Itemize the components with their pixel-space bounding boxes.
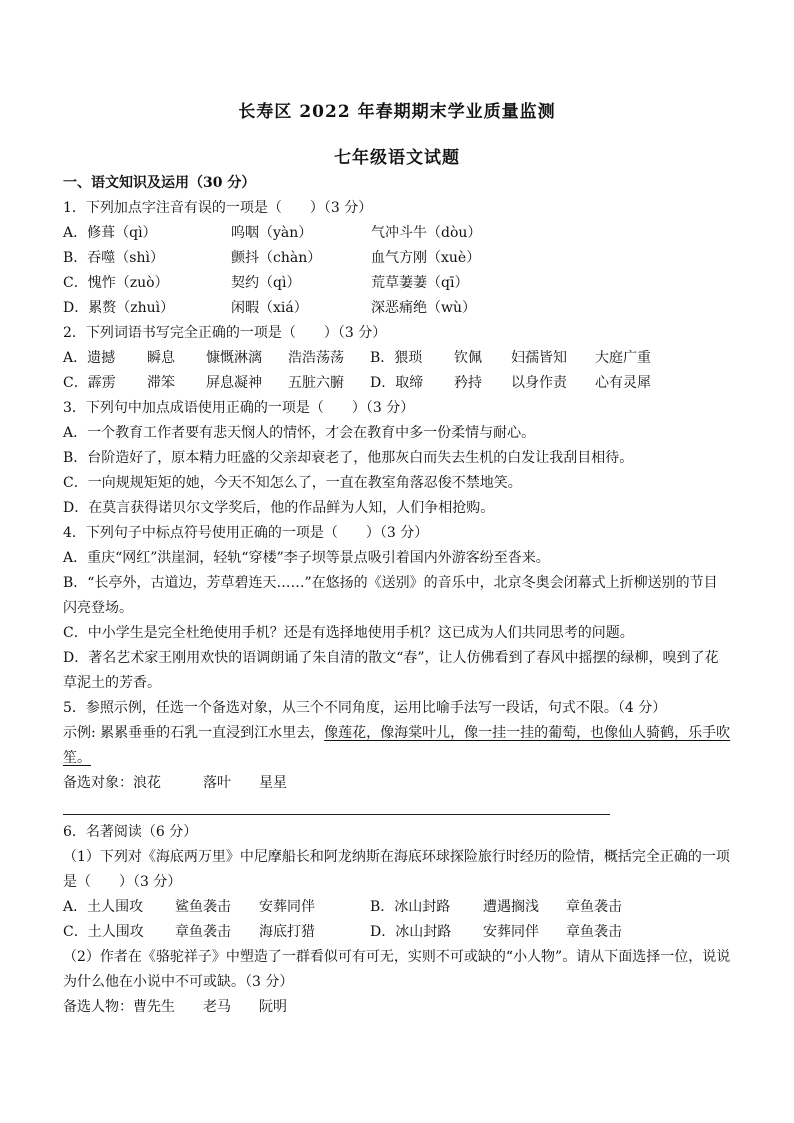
q1-word: 闲暇（xiá） [231, 300, 308, 316]
q1-word: 荒草萋萋（qī） [371, 275, 469, 291]
q5-example-underlined: 像莲花，像海棠叶儿，像一挂一挂的葡萄，也像仙人骑鹤，乐手吹 [324, 725, 731, 741]
q2-word: 五脏六腑 [288, 375, 344, 391]
q2-word: C．霹雳 [63, 375, 116, 391]
q1-word: 呜咽（yàn） [231, 225, 313, 241]
q5-option: 落叶 [203, 775, 231, 791]
answer-line[interactable] [63, 814, 610, 815]
q1-option-c: C．愧怍（zuò） [63, 275, 169, 291]
q5-example-plain: 示例: 累累垂垂的石乳一直浸到江水里去， [63, 725, 325, 741]
q4-option-d-line1: D．著名艺术家王刚用欢快的语调朗诵了朱自清的散文“春”，让人仿佛看到了春风中摇摆的绿柳，嗅到了花 [63, 650, 719, 666]
q2-word: 心有灵犀 [595, 375, 651, 391]
q2-word: 大庭广重 [595, 350, 651, 366]
q2-word: 屏息凝神 [206, 375, 262, 391]
q1-stem: 1．下列加点字注音有误的一项是（ ）（3 分） [63, 200, 373, 216]
q2-word: 滞笨 [147, 375, 175, 391]
q6-option-item: 安葬同伴 [483, 924, 539, 940]
q4-option-a: A．重庆“网红”洪崖洞，轻轨“穿楼”李子坝等景点吸引着国内外游客纷至沓来。 [63, 550, 550, 566]
section-heading: 一、语文知识及运用（30 分） [63, 175, 256, 191]
q3-option-c: C．一向规规矩矩的她，今天不知怎么了，一直在教室角落忍俊不禁地笑。 [63, 475, 522, 491]
q5-option: 星星 [259, 775, 287, 791]
q6-character-option: 阮明 [259, 999, 287, 1015]
q6-part1-line2: 是（ ）（3 分） [63, 874, 182, 890]
q1-word: 契约（qì） [231, 275, 301, 291]
q1-word: 血气方刚（xuè） [371, 250, 481, 266]
exam-subtitle: 七年级语文试题 [334, 148, 460, 168]
q2-word: 钦佩 [454, 350, 482, 366]
q6-option-item: 章鱼袭击 [566, 924, 622, 940]
q2-word: 瞬息 [147, 350, 175, 366]
q6-part1-line1: （1）下列对《海底两万里》中尼摩船长和阿龙纳斯在海底环球探险旅行时经历的险情，概括完全正确的一项 [63, 849, 730, 865]
q1-word: 气冲斗牛（dòu） [371, 225, 482, 241]
q6-option-item: 章鱼袭击 [175, 924, 231, 940]
q3-option-b: B．台阶造好了，原本精力旺盛的父亲却衰老了，他那灰白而失去生机的白发让我刮目相待。 [63, 450, 634, 466]
q2-word: A．遗撼 [63, 350, 116, 366]
q2-word: D．取缔 [370, 375, 424, 391]
q6-option-item: B．冰山封路 [370, 899, 451, 915]
q6-option-item: A．土人围攻 [63, 899, 144, 915]
q2-word: 妇孺皆知 [511, 350, 567, 366]
q6-character-option: 老马 [203, 999, 231, 1015]
q6-character-option: 曹先生 [133, 999, 175, 1015]
q5-options-label: 备选对象： [63, 775, 133, 791]
q4-option-b-line1: B．“长亭外，古道边，芳草碧连天……”在悠扬的《送别》的音乐中，北京冬奥会闭幕式上折柳送别的节目 [63, 575, 718, 591]
q4-option-d-line2: 草泥土的芳香。 [63, 675, 161, 691]
q1-option-a: A．修葺（qì） [63, 225, 157, 241]
q5-option: 浪花 [133, 775, 161, 791]
q3-stem: 3．下列句中加点成语使用正确的一项是（ ）（3 分） [63, 400, 415, 416]
q3-option-a: A．一个教育工作者要有悲天悯人的情怀，才会在教育中多一份柔情与耐心。 [63, 425, 536, 441]
q6-option-item: 海底打猎 [259, 924, 315, 940]
q6-option-item: 章鱼袭击 [566, 899, 622, 915]
q2-stem: 2．下列词语书写完全正确的一项是（ ）（3 分） [63, 325, 387, 341]
q6-option-item: 遭遇搁浅 [483, 899, 539, 915]
exam-title: 长寿区 2022 年春期期末学业质量监测 [238, 102, 556, 122]
q6-stem: 6．名著阅读（6 分） [63, 824, 198, 840]
q2-word: 矜持 [454, 375, 482, 391]
q4-option-b-line2: 闪亮登场。 [63, 600, 133, 616]
q6-part2-line2: 为什么他在小说中不可或缺。（3 分） [63, 974, 294, 990]
q6-option-item: 鲨鱼袭击 [175, 899, 231, 915]
q4-option-c: C．中小学生是完全杜绝使用手机？还是有选择地使用手机？这已成为人们共同思考的问题。 [63, 625, 634, 641]
q5-example-line2 [63, 746, 735, 771]
q6-option-item: 安葬同伴 [259, 899, 315, 915]
q5-example-line1 [63, 721, 735, 746]
q6-option-item: C．土人围攻 [63, 924, 144, 940]
q4-stem: 4．下列句子中标点符号使用正确的一项是（ ）（3 分） [63, 525, 429, 541]
q5-example-underlined-end: 笙。 [63, 750, 91, 766]
q1-word: 深恶痛绝（wù） [371, 300, 476, 316]
q2-word: 浩浩荡荡 [288, 350, 344, 366]
q2-word: B．猥琐 [370, 350, 423, 366]
q6-option-item: D．冰山封路 [370, 924, 452, 940]
q2-word: 以身作责 [511, 375, 567, 391]
q6-part2-line1: （2）作者在《骆驼祥子》中塑造了一群看似可有可无，实则不可或缺的“小人物”。请从下面选择一位，说说 [63, 949, 731, 965]
q1-option-b: B．吞噬（shì） [63, 250, 164, 266]
q2-word: 慷慨淋漓 [206, 350, 262, 366]
q5-stem: 5．参照示例，任选一个备选对象，从三个不同角度，运用比喻手法写一段话，句式不限。（4 分） [63, 700, 667, 716]
q1-word: 颤抖（chàn） [231, 250, 322, 266]
q6-part2-options-label: 备选人物： [63, 999, 133, 1015]
q1-option-d: D．累赘（zhuì） [63, 300, 175, 316]
q3-option-d: D．在莫言获得诺贝尔文学奖后，他的作品鲜为人知，人们争相抢购。 [63, 500, 495, 516]
